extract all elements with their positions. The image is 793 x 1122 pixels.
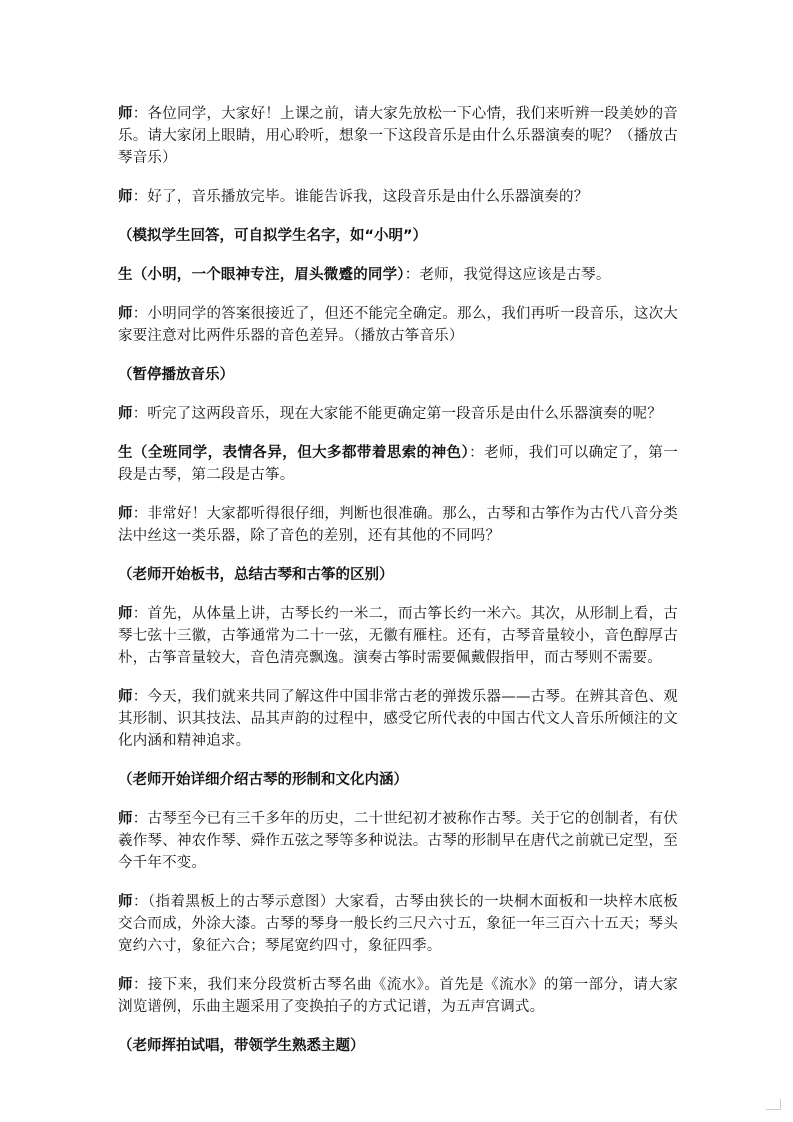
dialogue-paragraph [118, 264, 678, 286]
dialogue-text: 小明同学的答案很接近了，但还不能完全确定。那么，我们再听一段音乐，这次大家要注意对比两件乐器的音色差异。（播放古筝音乐） [118, 306, 679, 344]
speaker-separator: ： [132, 106, 148, 122]
speaker-label: 师 [118, 811, 133, 827]
dialogue-paragraph [118, 686, 678, 752]
speaker-label: 师 [118, 606, 133, 622]
dialogue-text: 老师，我们可以确定了，第一段是古琴，第二段是古筝。 [118, 445, 678, 483]
dialogue-text: 今天，我们就来共同了解这件中国非常古老的弹拨乐器——古琴。在辨其音色、观其形制、识其技法、品其声韵的过程中，感受它所代表的中国古代文人音乐所倾注的文化内涵和精神追求。 [118, 689, 679, 749]
speaker-separator: ： [132, 689, 148, 705]
stage-direction: （老师开始详细介绍古琴的形制和文化内涵） [118, 772, 408, 788]
dialogue-paragraph [118, 603, 678, 669]
page-corner-mark [766, 1099, 781, 1110]
speaker-separator: ： [132, 306, 148, 322]
speaker-label: 师 [118, 506, 133, 522]
dialogue-text: 首先，从体量上讲，古琴长约一米二，而古筝长约一米六。其次，从形制上看，古琴七弦十三徽，古筝通常为二十一弦，无徽有雁柱。还有，古琴音量较小，音色醇厚古朴，古筝音量较大，音色清亮飘逸。演奏古筝时需要佩戴假指甲，而古琴则不需要。 [118, 606, 679, 666]
dialogue-paragraph [118, 403, 678, 425]
dialogue-text: 听完了这两段音乐，现在大家能不能更确定第一段音乐是由什么乐器演奏的呢？ [147, 406, 662, 422]
speaker-separator: ： [132, 406, 148, 422]
speaker-separator: ： [132, 189, 148, 205]
dialogue-text: 各位同学，大家好！上课之前，请大家先放松一下心情，我们来听辨一段美妙的音乐。请大家闭上眼睛，用心聆听，想象一下这段音乐是由什么乐器演奏的呢？（播放古琴音乐） [118, 106, 679, 166]
speaker-separator: ： [132, 894, 148, 910]
speaker-separator: ： [132, 977, 148, 993]
dialogue-text: 老师，我觉得这应该是古琴。 [419, 267, 611, 283]
dialogue-paragraph [118, 442, 678, 486]
speaker-separator: ： [404, 267, 420, 283]
dialogue-paragraph [118, 303, 678, 347]
speaker-label: 师 [118, 894, 133, 910]
document-body [118, 103, 678, 1074]
dialogue-text: 好了，音乐播放完毕。谁能告诉我，这段音乐是由什么乐器演奏的？ [147, 189, 589, 205]
speaker-label: 师 [118, 406, 133, 422]
dialogue-text: 非常好！大家都听得很仔细，判断也很准确。那么，古琴和古筝作为古代八音分类法中丝这一类乐器，除了音色的差别，还有其他的不同吗？ [118, 506, 679, 544]
dialogue-text: 接下来，我们来分段赏析古琴名曲《流水》。首先是《流水》的第一部分，请大家浏览谱例，乐曲主题采用了变换拍子的方式记谱，为五声宫调式。 [118, 977, 678, 1015]
stage-direction: （老师挥拍试唱，带领学生熟悉主题） [118, 1038, 365, 1054]
dialogue-text: （指着黑板上的古琴示意图）大家看，古琴由狭长的一块桐木面板和一块梓木底板交合而成，外涂大漆。古琴的琴身一般长约三尺六寸五，象征一年三百六十五天；琴头宽约六寸，象征六合；琴尾宽约四寸，象征四季。 [118, 894, 678, 954]
dialogue-paragraph [118, 503, 678, 547]
speaker-label: 师 [118, 306, 133, 322]
speaker-label: 生（小明，一个眼神专注，眉头微蹙的同学） [118, 267, 405, 283]
dialogue-paragraph [118, 808, 678, 874]
dialogue-paragraph [118, 103, 678, 169]
speaker-label: 师 [118, 689, 133, 705]
speaker-separator: ： [469, 445, 485, 461]
speaker-separator: ： [132, 506, 148, 522]
speaker-label: 生（全班同学，表情各异，但大多都带着思索的神色） [118, 445, 470, 461]
stage-direction: （老师开始板书，总结古琴和古筝的区别） [118, 567, 394, 583]
stage-direction: （模拟学生回答，可自拟学生名字，如“小明”） [118, 228, 428, 244]
speaker-label: 师 [118, 977, 133, 993]
stage-direction: （暂停播放音乐） [118, 367, 234, 383]
dialogue-paragraph [118, 891, 678, 957]
speaker-separator: ： [132, 811, 148, 827]
speaker-separator: ： [132, 606, 148, 622]
speaker-label: 师 [118, 189, 133, 205]
dialogue-text: 古琴至今已有三千多年的历史，二十世纪初才被称作古琴。关于它的创制者，有伏羲作琴、神农作琴、舜作五弦之琴等多种说法。古琴的形制早在唐代之前就已定型，至今千年不变。 [118, 811, 679, 871]
dialogue-paragraph [118, 974, 678, 1018]
dialogue-paragraph [118, 186, 678, 208]
speaker-label: 师 [118, 106, 133, 122]
